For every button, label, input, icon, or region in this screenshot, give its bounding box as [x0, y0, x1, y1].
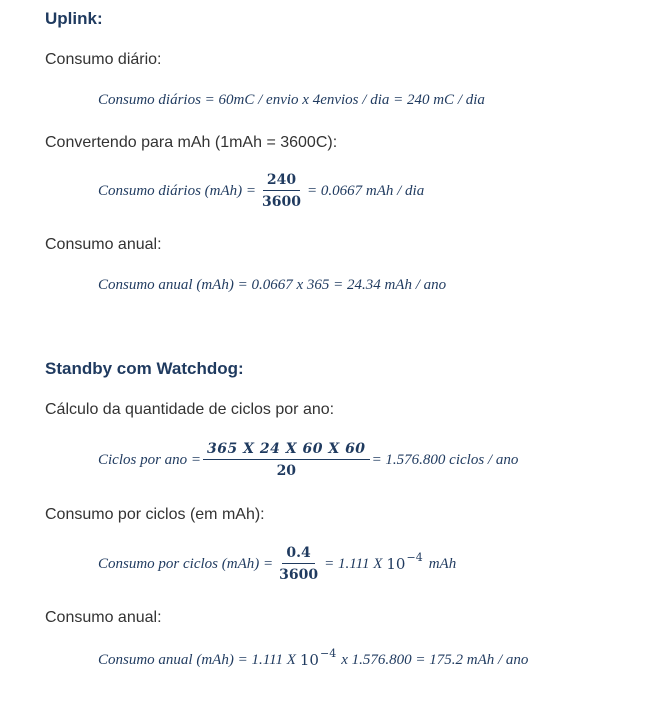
per-cycle-fraction-numerator: 0.4 [282, 545, 314, 564]
standby-heading: Standby com Watchdog: [45, 359, 244, 378]
per-cycle-equation-right: = 1.111 X [324, 555, 383, 572]
per-cycle-power-exponent: −4 [406, 550, 423, 564]
cycles-label: Cálculo da quantidade de ciclos por ano: [45, 401, 335, 418]
standby-annual-label: Consumo anual: [45, 609, 162, 626]
cycles-equation-right: = 1.576.800 ciclos / ano [371, 451, 519, 468]
per-cycle-fraction-denominator: 3600 [279, 567, 319, 583]
uplink-annual-equation-text: Consumo anual (mAh) = 0.0667 x 365 = 24.34 mAh / ano [98, 277, 447, 293]
per-cycle-unit: mAh [428, 555, 457, 572]
daily-consumption-equation-text: Consumo diários = 60mC / envio x 4envios / dia = 240 mC / dia [98, 92, 485, 108]
standby-annual-equation-right: x 1.576.800 = 175.2 mAh / ano [341, 651, 529, 668]
cycles-equation-left: Ciclos por ano = [98, 451, 202, 468]
uplink-annual-label: Consumo anual: [45, 236, 162, 253]
conversion-equation-right: = 0.0667 mAh / dia [307, 182, 425, 199]
standby-annual-power-base: 10 [299, 651, 319, 669]
per-cycle-equation [98, 545, 456, 583]
conversion-fraction [258, 172, 305, 210]
standby-annual-power-exponent: −4 [319, 646, 337, 660]
per-cycle-label: Consumo por ciclos (em mAh): [45, 506, 265, 523]
standby-annual-equation [98, 646, 529, 669]
daily-consumption-equation [98, 92, 485, 109]
conversion-fraction-denominator: 3600 [262, 194, 302, 210]
cycles-fraction [203, 441, 370, 479]
daily-consumption-label: Consumo diário: [45, 51, 162, 68]
per-cycle-power-base: 10 [386, 555, 406, 573]
uplink-annual-equation [98, 277, 446, 294]
cycles-equation [98, 441, 518, 479]
uplink-heading: Uplink: [45, 9, 103, 28]
cycles-fraction-denominator: 20 [276, 463, 297, 479]
cycles-fraction-numerator: 365 X 24 X 60 X 60 [203, 441, 370, 460]
per-cycle-equation-left: Consumo por ciclos (mAh) = [98, 555, 274, 572]
per-cycle-fraction [275, 545, 322, 583]
conversion-equation-left: Consumo diários (mAh) = [98, 182, 257, 199]
conversion-label: Convertendo para mAh (1mAh = 3600C): [45, 134, 338, 151]
standby-annual-equation-left: Consumo anual (mAh) = 1.111 X [98, 651, 296, 668]
conversion-fraction-numerator: 240 [263, 172, 300, 191]
conversion-equation [98, 172, 424, 210]
